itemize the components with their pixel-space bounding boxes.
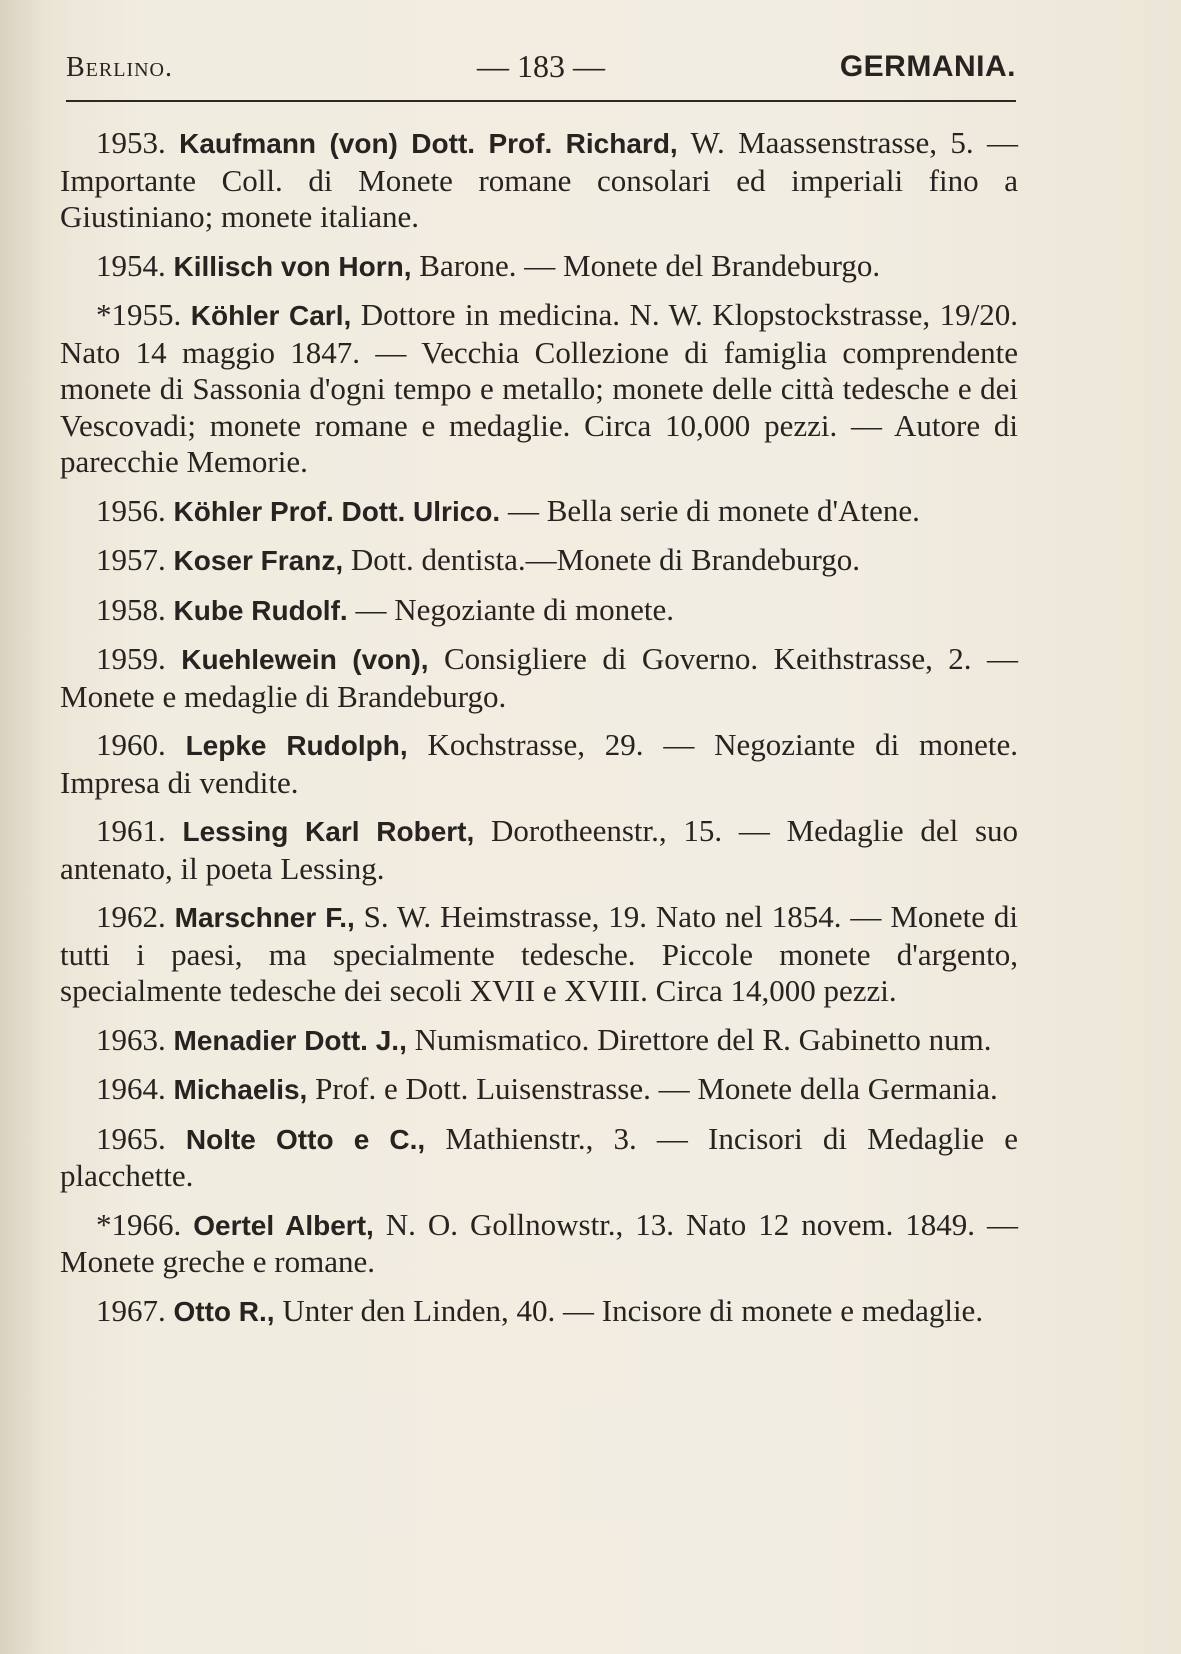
- entry-text: Numismatico. Direttore del R. Gabinetto num.: [414, 1021, 992, 1057]
- entry-name: Lepke Rudolph,: [185, 730, 408, 761]
- header-country: GERMANIA.: [839, 50, 1016, 83]
- entry-1956: [60, 493, 1018, 531]
- entry-text: Mathienstr., 3. — Incisori di Medaglie e placchette.: [60, 1120, 1019, 1193]
- entry-text: Dott. dentista.—Monete di Brandeburgo.: [350, 542, 860, 577]
- entry-name: Kuehlewein (von),: [181, 644, 429, 675]
- entry-number: 1956.: [96, 492, 166, 528]
- entry-1953: [60, 125, 1018, 236]
- entry-number: 1953.: [96, 125, 166, 160]
- entry-number: 1959.: [96, 641, 166, 676]
- entry-name: Koser Franz,: [173, 545, 344, 576]
- entry-name: Otto R.,: [173, 1295, 275, 1327]
- entry-text: Dottore in medicina. N. W. Klopstockstrasse, 19/20. Nato 14 maggio 1847. — Vecchia Collezione di famiglia comprendente monete di Sassonia d'ogni tempo e metallo; monete delle città tedesche e dei Vescovadi; monete romane e medaglie. Circa 10,000 pezzi. — Autore di parecchie Memorie.: [60, 297, 1019, 479]
- entry-text: W. Maassenstrasse, 5. — Importante Coll. di Monete romane consolari ed imperiali fino a Giustiniano; monete italiane.: [60, 125, 1018, 234]
- entry-1958: [60, 592, 1018, 630]
- entry-1966: [60, 1207, 1018, 1281]
- entry-name: Nolte Otto e C.,: [185, 1123, 426, 1155]
- entry-1967: [60, 1293, 1018, 1331]
- entry-1954: [60, 248, 1018, 286]
- entry-text: Dorotheenstr., 15. — Medaglie del suo antenato, il poeta Lessing.: [60, 813, 1019, 886]
- entry-list: [60, 125, 1018, 1342]
- entry-name: Kaufmann (von) Dott. Prof. Richard,: [179, 128, 678, 159]
- entry-name: Killisch von Horn,: [173, 250, 412, 282]
- entry-name: Köhler Carl,: [190, 300, 352, 331]
- entry-text: Prof. e Dott. Luisenstrasse. — Monete della Germania.: [315, 1071, 998, 1106]
- page-number: — 183 —: [477, 48, 605, 84]
- entry-number: *1966.: [96, 1206, 182, 1242]
- entry-1957: [60, 542, 1018, 580]
- entry-number: 1965.: [96, 1120, 166, 1156]
- entry-number: 1962.: [96, 899, 166, 934]
- entry-1960: [60, 727, 1018, 801]
- entry-number: 1954.: [96, 247, 166, 283]
- entry-number: 1964.: [96, 1071, 166, 1106]
- entry-text: — Negoziante di monete.: [355, 591, 674, 627]
- entry-1964: [60, 1071, 1018, 1109]
- entry-1959: [60, 641, 1018, 715]
- entry-text: Consigliere di Governo. Keithstrasse, 2. — Monete e medaglie di Brandeburgo.: [60, 641, 1019, 714]
- entry-number: *1955.: [96, 297, 182, 332]
- entry-number: 1967.: [96, 1292, 166, 1328]
- entry-name: Kube Rudolf.: [173, 594, 348, 626]
- entry-number: 1957.: [96, 542, 166, 577]
- entry-name: Oertel Albert,: [193, 1209, 374, 1241]
- entry-name: Michaelis,: [173, 1074, 308, 1105]
- entry-text: Kochstrasse, 29. — Negoziante di monete. Impresa di vendite.: [60, 727, 1019, 800]
- entry-number: 1961.: [96, 813, 166, 848]
- entry-1965: [60, 1121, 1018, 1195]
- entry-1963: [60, 1022, 1018, 1060]
- entry-name: Lessing Karl Robert,: [182, 816, 475, 847]
- entry-text: Barone. — Monete del Brandeburgo.: [419, 247, 881, 283]
- entry-1962: [60, 899, 1018, 1010]
- entry-name: Menadier Dott. J.,: [173, 1024, 407, 1056]
- entry-1955: [60, 297, 1018, 481]
- entry-number: 1958.: [96, 591, 166, 627]
- entry-text: N. O. Gollnowstr., 13. Nato 12 novem. 1849. — Monete greche e romane.: [60, 1206, 1019, 1279]
- entry-text: — Bella serie di monete d'Atene.: [507, 492, 920, 528]
- running-header: [66, 48, 1016, 94]
- entry-1961: [60, 813, 1018, 887]
- entry-text: S. W. Heimstrasse, 19. Nato nel 1854. — Monete di tutti i paesi, ma specialmente tedesche. Piccole monete d'argento, specialmente tedesche dei secoli XVII e XVIII. Circa 14,000 pezzi.: [60, 899, 1019, 1008]
- entry-name: Marschner F.,: [174, 902, 355, 933]
- header-rule: [66, 100, 1016, 102]
- entry-text: Unter den Linden, 40. — Incisore di monete e medaglie.: [282, 1292, 984, 1328]
- entry-number: 1960.: [96, 727, 166, 762]
- entry-name: Köhler Prof. Dott. Ulrico.: [173, 495, 501, 527]
- header-city: Berlino.: [66, 52, 173, 83]
- entry-number: 1963.: [96, 1021, 166, 1057]
